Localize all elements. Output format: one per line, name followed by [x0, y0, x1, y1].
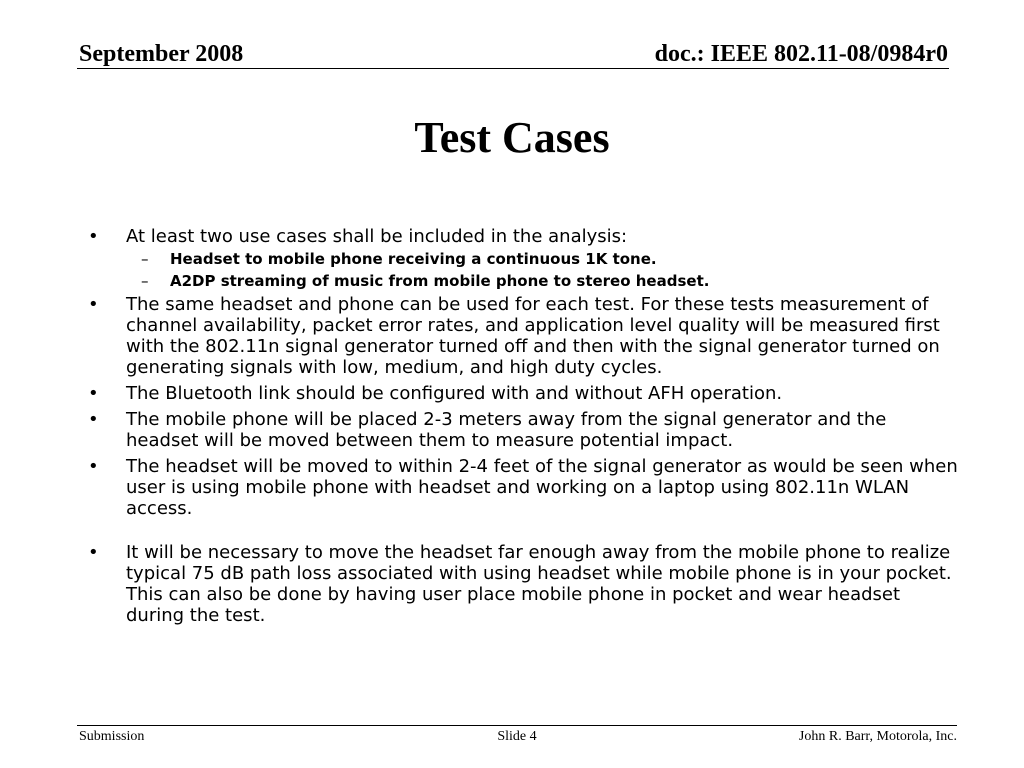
bullet-item [78, 409, 958, 451]
bullet-marker: • [88, 542, 99, 563]
subbullet-marker: – [141, 272, 149, 290]
subbullet-text: A2DP streaming of music from mobile phone to stereo headset. [170, 272, 710, 290]
bullet-text: The Bluetooth link should be configured with and without AFH operation. [126, 383, 783, 404]
subbullet-item [78, 250, 958, 269]
footer-author: John R. Barr, Motorola, Inc. [798, 729, 957, 744]
slide-title: Test Cases [414, 113, 610, 162]
bullet-marker: • [88, 226, 99, 247]
bullet-item [78, 456, 958, 519]
bullet-text: The headset will be moved to within 2-4 feet of the signal generator as would be seen when user is using mobile phone with headset and working on a laptop using 802.11n WLAN access. [126, 456, 958, 519]
bullet-item [78, 542, 958, 626]
bullet-text: At least two use cases shall be included in the analysis: [126, 226, 628, 247]
bullet-marker: • [88, 409, 99, 430]
header-doc-id: doc.: IEEE 802.11-08/0984r0 [654, 41, 948, 67]
header-date: September 2008 [79, 41, 244, 67]
footer-slide-number: Slide 4 [497, 729, 537, 744]
footer-divider [77, 725, 957, 726]
subbullet-text: Headset to mobile phone receiving a continuous 1K tone. [170, 250, 657, 268]
subbullet-item [78, 272, 958, 291]
bullet-marker: • [88, 456, 99, 477]
subbullet-marker: – [141, 250, 149, 268]
slide-body [78, 226, 958, 631]
bullet-item [78, 294, 958, 378]
bullet-text: It will be necessary to move the headset far enough away from the mobile phone to realize typical 75 dB path loss associated with using headset while mobile phone is in your pocket. This can also be done by having user place mobile phone in pocket and wear headset during the test. [126, 542, 952, 626]
bullet-text: The same headset and phone can be used for each test. For these tests measurement of channel availability, packet error rates, and application level quality will be measured first with the 802.11n signal generator turned off and then with the signal generator turned on generating signals with low, medium, and high duty cycles. [126, 294, 940, 378]
header-divider [77, 68, 949, 69]
bullet-marker: • [88, 383, 99, 404]
bullet-marker: • [88, 294, 99, 315]
bullet-item [78, 383, 958, 404]
footer-submission: Submission [79, 729, 145, 744]
bullet-item [78, 226, 958, 247]
bullet-text: The mobile phone will be placed 2-3 meters away from the signal generator and the headset will be moved between them to measure potential impact. [126, 409, 887, 451]
